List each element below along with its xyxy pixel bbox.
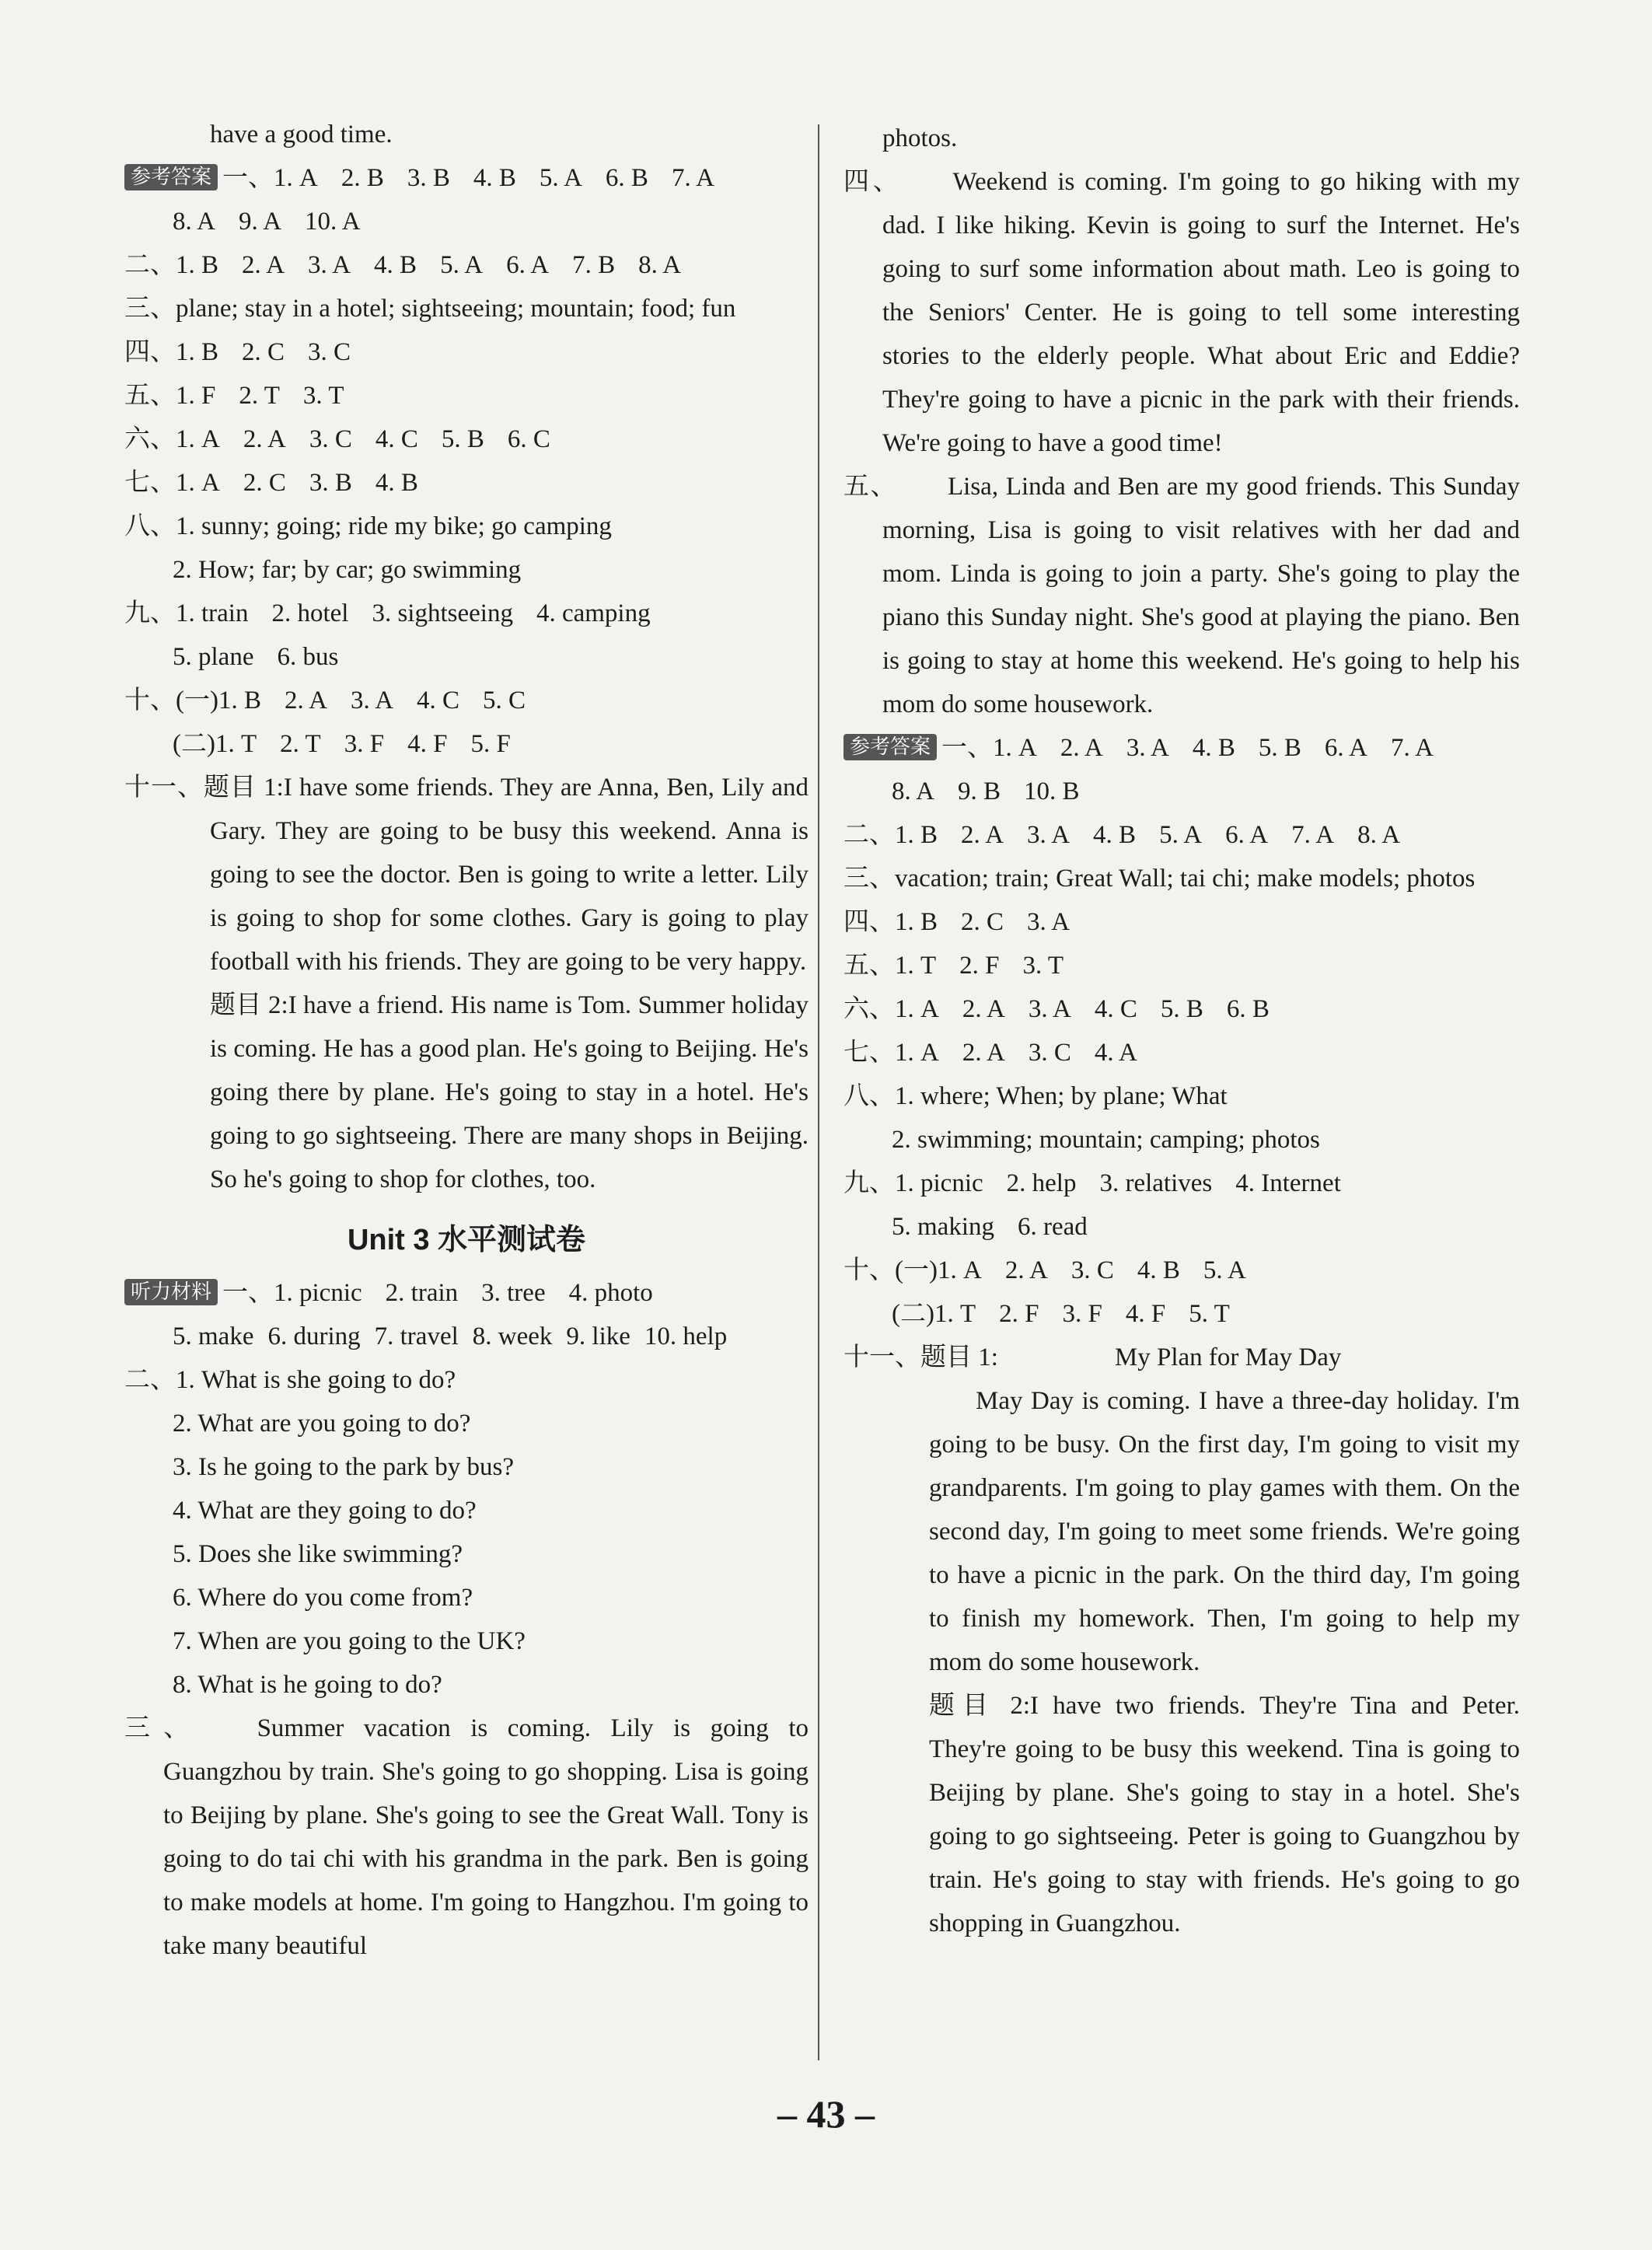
answer: 6. B <box>605 164 648 192</box>
listening-tag: 听力材料 <box>124 1279 218 1305</box>
sub-label: (一) <box>895 1256 938 1284</box>
answer-row-1b <box>124 200 809 243</box>
answer-row-5 <box>124 374 809 418</box>
answer: 2. A <box>242 251 285 279</box>
answer-row-2 <box>843 813 1520 857</box>
answer: 1. sunny; going; ride my bike; go camping <box>176 512 612 540</box>
section-label: 一、 <box>222 1279 274 1307</box>
answer: 7. A <box>1291 821 1335 849</box>
answer: 1. train <box>176 599 249 627</box>
answer-row-7 <box>124 461 809 505</box>
answer: 4. B <box>1192 734 1235 762</box>
answer: 2. A <box>1004 1256 1048 1284</box>
answer: 6. B <box>1226 995 1270 1023</box>
section-label: 七、 <box>124 469 176 497</box>
answer-row-11 <box>843 1336 1520 1379</box>
answer: 6. A <box>506 251 550 279</box>
answer: 3. B <box>309 469 352 497</box>
topic-title: My Plan for May Day <box>1114 1343 1342 1371</box>
section-label: 二、 <box>124 251 176 279</box>
answer: 1. A <box>274 164 318 192</box>
answer: 3. C <box>309 425 352 453</box>
answer-row-1 <box>124 156 809 200</box>
answer: 5. plane <box>173 643 254 671</box>
answer: 3. sightseeing <box>372 599 513 627</box>
topic-text: I have some friends. They are Anna, Ben, Lily and Gary. They are going to be busy this weekend. Anna is going to see the doctor. Ben is going to write a letter. Lily is going to shop for some clothes. Gary is going to play football with his friends. They are going to be very happy. <box>210 774 809 976</box>
section-label: 二、 <box>843 821 895 849</box>
passage-text: Summer vacation is coming. Lily is going to Guangzhou by train. She's going to go shopping. Lisa is going to Beijing by plane. She's going to see the Great Wall. Tony is going to do tai chi with his grandma in the park. Ben is going to make models at home. I'm going to Hangzhou. I'm going to take many beautiful <box>163 1714 809 1960</box>
listening-passage-3 <box>124 1707 809 1968</box>
word: 4. photo <box>568 1279 653 1307</box>
section-label: 十、 <box>843 1256 895 1284</box>
answer-row-9 <box>843 1162 1520 1205</box>
answer: 4. C <box>417 687 460 714</box>
listening-passage-4 <box>843 160 1520 465</box>
answer-key-tag: 参考答案 <box>843 734 937 760</box>
answer: 2. A <box>962 995 1005 1023</box>
answer: 6. A <box>1225 821 1269 849</box>
answer-row-8b: 2. swimming; mountain; camping; photos <box>892 1126 1320 1154</box>
section-label: 三、 <box>124 295 176 323</box>
answer: 4. F <box>1125 1300 1166 1328</box>
answer: 3. A <box>1027 821 1070 849</box>
section-label: 五、 <box>124 382 176 410</box>
section-label: 四、 <box>843 908 895 936</box>
answer-row-9b <box>843 1205 1520 1249</box>
answer: 5. T <box>1189 1300 1230 1328</box>
answer: 3. B <box>407 164 450 192</box>
section-label: 六、 <box>124 425 176 453</box>
answer-row-4 <box>124 330 809 374</box>
answer: 4. C <box>375 425 418 453</box>
answer: 2. help <box>1006 1169 1077 1197</box>
answer: 6. A <box>1324 734 1367 762</box>
question: 7. When are you going to the UK? <box>173 1627 526 1655</box>
section-label: 一、 <box>941 734 994 762</box>
answer: 5. A <box>440 251 484 279</box>
answer: vacation; train; Great Wall; tai chi; make models; photos <box>895 865 1476 893</box>
answer: 1. picnic <box>895 1169 983 1197</box>
word: 7. travel <box>374 1322 459 1350</box>
continued-text: photos. <box>882 124 958 152</box>
answer: 1. B <box>895 908 938 936</box>
answer: 1. A <box>176 469 220 497</box>
answer: 5. C <box>483 687 526 714</box>
answer: 4. A <box>1094 1039 1137 1067</box>
section-label: 八、 <box>124 512 176 540</box>
answer: 3. T <box>1022 952 1064 980</box>
section-label: 五、 <box>843 473 897 501</box>
section-label: 三、 <box>843 865 895 893</box>
answer-row-9b <box>124 635 809 679</box>
answer: 1. B <box>895 821 938 849</box>
answer-row-6 <box>124 418 809 461</box>
section-label: 九、 <box>843 1169 895 1197</box>
answer: 4. B <box>1137 1256 1180 1284</box>
answer: 5. F <box>470 730 511 758</box>
column-divider <box>818 124 819 2060</box>
answer-row-3 <box>124 287 809 330</box>
section-label: 四、 <box>124 338 176 366</box>
answer: 2. A <box>962 1039 1005 1067</box>
sub-label: (一) <box>176 687 218 714</box>
answer: 1. A <box>895 995 939 1023</box>
answer: 8. A <box>173 208 216 236</box>
question: 8. What is he going to do? <box>173 1671 442 1699</box>
answer: 8. A <box>638 251 682 279</box>
answer: 1. A <box>895 1039 939 1067</box>
passage-text: Weekend is coming. I'm going to go hiking with my dad. I like hiking. Kevin is going to surf the Internet. He's going to surf some information about math. Leo is going to the Seniors' Center. He is going to tell some interesting stories to the elderly people. What about Eric and Eddie? They're going to have a picnic in the park with their friends. We're going to have a good time! <box>882 168 1521 457</box>
word: 10. help <box>644 1322 728 1350</box>
passage-text: Lisa, Linda and Ben are my good friends. This Sunday morning, Lisa is going to visit relatives with her dad and mom. Linda is going to join a party. She's going to play the piano this Sunday night. She's good at playing the piano. Ben is going to stay at home this weekend. He's going to help his mom do some housework. <box>882 473 1520 718</box>
topic-label: 题目 2: <box>929 1692 1030 1720</box>
answer: 3. C <box>308 338 351 366</box>
answer: 2. A <box>285 687 328 714</box>
section-label: 十、 <box>124 687 176 714</box>
writing-topic-1: May Day is coming. I have a three-day holiday. I'm going to be busy. On the first day, I'm going to visit my grandparents. I'm going to play games with them. On the second day, I'm going to meet some friends. We're going to have a picnic in the park. On the third day, I'm going to finish my homework. Then, I'm going to help my mom do some housework. <box>929 1387 1520 1676</box>
answer: 1. B <box>176 251 219 279</box>
answer-row-10 <box>843 1249 1520 1292</box>
word: 3. tree <box>481 1279 546 1307</box>
answer-row-7 <box>843 1031 1520 1074</box>
listening-passage-5 <box>843 465 1520 726</box>
answer: 3. C <box>1028 1039 1071 1067</box>
answer: 3. C <box>1070 1256 1114 1284</box>
answer: 5. making <box>892 1213 994 1241</box>
word: 9. like <box>566 1322 630 1350</box>
answer: 4. B <box>1093 821 1137 849</box>
word: 2. train <box>385 1279 459 1307</box>
answer: 2. T <box>239 382 280 410</box>
question: 1. What is she going to do? <box>176 1366 456 1394</box>
answer: 4. camping <box>536 599 651 627</box>
section-label: 一、 <box>222 164 274 192</box>
answer: 5. B <box>441 425 484 453</box>
answer: 9. B <box>958 777 1001 805</box>
answer-row-3 <box>843 857 1520 900</box>
section-label: 十一、 <box>124 774 204 802</box>
answer: 2. T <box>280 730 321 758</box>
answer-row-5 <box>843 944 1520 987</box>
answer: 5. A <box>1203 1256 1246 1284</box>
answer: 5. A <box>539 164 582 192</box>
answer: 8. A <box>1357 821 1401 849</box>
answer: plane; stay in a hotel; sightseeing; mountain; food; fun <box>176 295 736 323</box>
section-label: 三、 <box>124 1714 203 1742</box>
answer-row-8b: 2. How; far; by car; go swimming <box>173 556 522 584</box>
answer-row-10b <box>124 722 809 766</box>
answer: 3. T <box>302 382 344 410</box>
answer-row-4 <box>843 900 1520 944</box>
section-label: 五、 <box>843 952 895 980</box>
answer: 1. A <box>937 1256 982 1284</box>
question: 6. Where do you come from? <box>173 1584 473 1612</box>
question: 4. What are they going to do? <box>173 1497 477 1525</box>
answer: 2. A <box>961 821 1004 849</box>
word: 8. week <box>472 1322 553 1350</box>
topic-text: I have two friends. They're Tina and Peter. They're going to be busy this weekend. Tina is going to Beijing by plane. She's going to stay in a hotel. She's going to go sightseeing. Peter is going to Guangzhou by train. He's going to stay with friends. He's going to go shopping in Guangzhou. <box>929 1692 1520 1937</box>
answer: 2. C <box>243 469 286 497</box>
answer: 1. where; When; by plane; What <box>895 1082 1228 1110</box>
question: 3. Is he going to the park by bus? <box>173 1453 515 1481</box>
answer: 3. A <box>308 251 351 279</box>
question: 5. Does she like swimming? <box>173 1540 463 1568</box>
sub-label: (二) <box>173 730 215 758</box>
word: 1. picnic <box>274 1279 362 1307</box>
section-label: 七、 <box>843 1039 895 1067</box>
answer: 2. C <box>242 338 285 366</box>
answer: 1. A <box>993 734 1037 762</box>
answer: 6. bus <box>277 643 339 671</box>
answer: 3. F <box>1062 1300 1102 1328</box>
answer: 1. T <box>895 952 937 980</box>
answer: 4. Internet <box>1235 1169 1341 1197</box>
answer-row-2 <box>124 243 809 287</box>
answer: 4. B <box>473 164 516 192</box>
answer-row-10 <box>124 679 809 722</box>
answer: 7. A <box>1390 734 1434 762</box>
answer: 7. A <box>671 164 714 192</box>
writing-topic-2 <box>843 1684 1520 1945</box>
answer: 9. A <box>239 208 282 236</box>
answer: 3. A <box>1028 995 1071 1023</box>
answer: 8. A <box>892 777 935 805</box>
answer: 5. B <box>1258 734 1301 762</box>
answer: 10. A <box>305 208 361 236</box>
answer: 2. F <box>999 1300 1039 1328</box>
left-column <box>124 113 809 1968</box>
answer: 10. B <box>1024 777 1080 805</box>
answer: 2. B <box>341 164 384 192</box>
answer-row-9 <box>124 592 809 635</box>
topic-label: 题目 1: <box>920 1343 998 1371</box>
answer: 1. T <box>215 730 257 758</box>
answer-row-8 <box>843 1074 1520 1118</box>
sub-label: (二) <box>892 1300 934 1328</box>
topic-label: 题目 2: <box>210 991 288 1019</box>
answer: 1. B <box>218 687 261 714</box>
answer: 4. F <box>407 730 448 758</box>
answer: 1. T <box>934 1300 976 1328</box>
unit-title: Unit 3 水平测试卷 <box>347 1224 586 1256</box>
listening-row-1b <box>124 1315 809 1358</box>
answer: 3. A <box>1027 908 1070 936</box>
answer: 2. C <box>961 908 1004 936</box>
right-column <box>843 117 1520 1945</box>
topic-text: I have a friend. His name is Tom. Summer holiday is coming. He has a good plan. He's going to Beijing. He's going there by plane. He's going to stay in a hotel. He's going to go sightseeing. There are many shops in Beijing. So he's going to shop for clothes, too. <box>210 991 809 1193</box>
listening-row-1 <box>124 1271 809 1315</box>
section-label: 四、 <box>843 168 903 196</box>
answer-row-8 <box>124 505 809 548</box>
continued-text: have a good time. <box>210 121 393 148</box>
answer: 5. B <box>1160 995 1203 1023</box>
answer: 4. B <box>374 251 417 279</box>
answer-row-10b <box>843 1292 1520 1336</box>
section-label: 二、 <box>124 1366 176 1394</box>
answer-row-1 <box>843 726 1520 770</box>
answer: 2. A <box>243 425 286 453</box>
answer: 3. A <box>1126 734 1169 762</box>
section-label: 九、 <box>124 599 176 627</box>
page-number: – 43 – <box>777 2092 875 2136</box>
answer: 5. A <box>1159 821 1203 849</box>
answer: 2. hotel <box>271 599 349 627</box>
answer-key-tag: 参考答案 <box>124 164 218 190</box>
answer: 6. C <box>507 425 550 453</box>
answer: 1. A <box>176 425 220 453</box>
writing-topic-1 <box>124 766 809 984</box>
writing-topic-2 <box>124 984 809 1201</box>
answer: 6. read <box>1017 1213 1088 1241</box>
word: 6. during <box>267 1322 361 1350</box>
answer: 2. F <box>959 952 1000 980</box>
answer: 2. A <box>1060 734 1103 762</box>
question: 2. What are you going to do? <box>173 1410 471 1438</box>
answer: 4. B <box>375 469 418 497</box>
answer: 3. A <box>351 687 394 714</box>
listening-row-2 <box>124 1358 809 1402</box>
topic-label: 题目 1: <box>203 774 284 802</box>
answer: 1. B <box>176 338 219 366</box>
answer-row-1b <box>843 770 1520 813</box>
section-label: 八、 <box>843 1082 895 1110</box>
answer: 1. F <box>176 382 216 410</box>
section-label: 六、 <box>843 995 895 1023</box>
answer: 7. B <box>572 251 616 279</box>
answer: 3. F <box>344 730 385 758</box>
section-label: 十一、 <box>843 1343 920 1371</box>
answer: 4. C <box>1094 995 1137 1023</box>
answer-row-6 <box>843 987 1520 1031</box>
word: 5. make <box>173 1322 254 1350</box>
answer: 3. relatives <box>1099 1169 1213 1197</box>
